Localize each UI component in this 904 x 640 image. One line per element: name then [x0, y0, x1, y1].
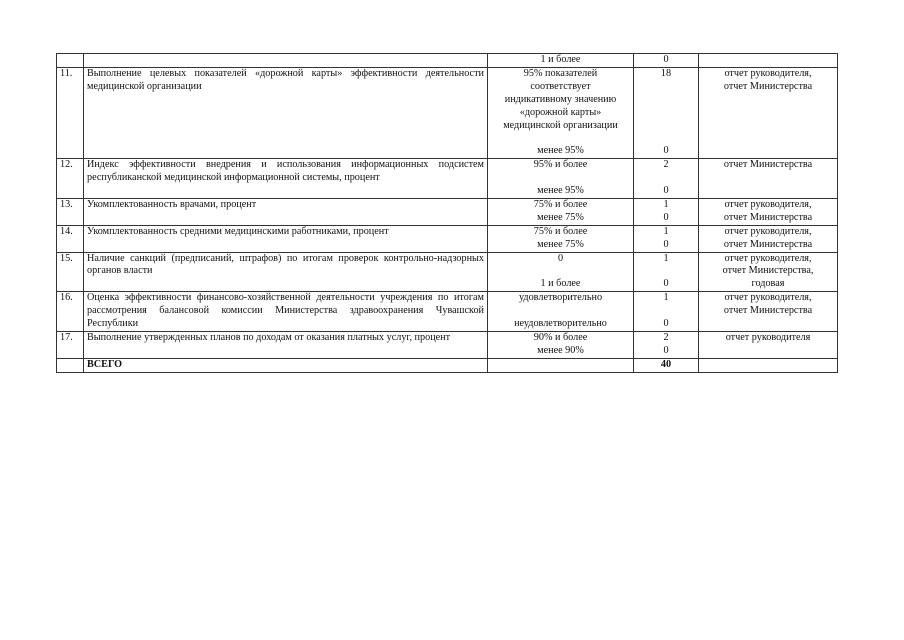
indicator-name: Наличие санкций (предписаний, штрафов) по итогам проверок контрольно-надзорных органов власти — [84, 252, 488, 292]
indicator-name — [84, 54, 488, 68]
criteria-value: менее 95% — [537, 145, 584, 157]
score-value: 0 — [663, 278, 669, 290]
score-value — [637, 81, 695, 94]
indicator-name: Укомплектованность врачами, процент — [84, 198, 488, 225]
score-value: 0 — [663, 185, 669, 197]
score-cell — [634, 332, 699, 359]
criteria-table-body — [57, 54, 838, 373]
table-row — [57, 54, 838, 68]
source-line: отчет Министерства — [723, 211, 813, 223]
criteria-value — [491, 265, 630, 278]
row-number: 17. — [57, 332, 84, 359]
score-cell — [634, 292, 699, 332]
table-row — [57, 292, 838, 332]
indicator-name: Оценка эффективности финансово-хозяйственной деятельности учреждения по итогам рассмотрения балансовой комиссии Министерства здравоохранения Чувашской Республики — [84, 292, 488, 332]
score-value — [637, 305, 695, 318]
criteria-cell — [488, 54, 634, 68]
total-row — [57, 358, 838, 372]
criteria-value: медицинской организации — [503, 119, 618, 131]
criteria-cell — [488, 198, 634, 225]
row-number: 12. — [57, 159, 84, 199]
score-value: 2 — [663, 159, 669, 171]
criteria-value — [491, 172, 630, 185]
score-cell — [634, 198, 699, 225]
score-value — [637, 94, 695, 107]
criteria-table — [56, 53, 838, 373]
indicator-name: Выполнение утвержденных планов по доходам от оказания платных услуг, процент — [84, 332, 488, 359]
criteria-cell — [488, 292, 634, 332]
row-number: 15. — [57, 252, 84, 292]
source-line: отчет Министерства — [723, 80, 813, 92]
score-value: 0 — [663, 318, 669, 330]
criteria-cell — [488, 67, 634, 158]
source-cell — [699, 198, 838, 225]
score-value: 0 — [663, 54, 669, 65]
score-cell — [634, 159, 699, 199]
criteria-value: 1 и более — [540, 54, 581, 65]
criteria-value: «дорожной карты» — [519, 106, 602, 118]
total-criteria-cell — [488, 358, 634, 372]
criteria-value: менее 90% — [537, 344, 584, 356]
indicator-name: Выполнение целевых показателей «дорожной карты» эффективности деятельности медицинской организации — [84, 67, 488, 158]
criteria-value: 95% показателей — [523, 67, 598, 79]
score-value — [637, 132, 695, 145]
indicator-name: Индекс эффективности внедрения и использования информационных подсистем республиканской медицинской информационной системы, процент — [84, 159, 488, 199]
source-line: годовая — [751, 278, 785, 290]
source-cell — [699, 54, 838, 68]
score-value — [637, 119, 695, 132]
source-line: отчет Министерства — [723, 159, 813, 171]
source-line: отчет Министерства, — [722, 265, 814, 277]
score-cell — [634, 54, 699, 68]
criteria-value: индикативному значению — [504, 93, 617, 105]
score-cell — [634, 252, 699, 292]
indicator-name: Укомплектованность средними медицинскими работниками, процент — [84, 225, 488, 252]
score-value: 0 — [663, 145, 669, 157]
score-value: 1 — [663, 292, 669, 304]
source-line — [702, 54, 834, 67]
source-line: отчет руководителя, — [724, 225, 812, 237]
score-value: 0 — [663, 211, 669, 223]
criteria-value: 1 и более — [540, 278, 581, 290]
criteria-cell — [488, 225, 634, 252]
criteria-value: 90% и более — [533, 332, 588, 343]
total-number-cell — [57, 358, 84, 372]
total-label: ВСЕГО — [84, 358, 488, 372]
table-row — [57, 225, 838, 252]
row-number: 16. — [57, 292, 84, 332]
row-number — [57, 54, 84, 68]
criteria-value: менее 75% — [537, 238, 584, 250]
source-cell — [699, 332, 838, 359]
source-line: отчет руководителя — [725, 332, 811, 343]
source-cell — [699, 67, 838, 158]
criteria-cell — [488, 159, 634, 199]
source-line: отчет Министерства — [723, 305, 813, 317]
source-line: отчет руководителя, — [724, 198, 812, 210]
score-value: 1 — [663, 252, 669, 264]
criteria-value: 75% и более — [533, 225, 588, 237]
criteria-value: соответствует — [530, 80, 591, 92]
score-cell — [634, 225, 699, 252]
score-value: 18 — [660, 67, 672, 79]
criteria-value — [491, 132, 630, 145]
criteria-cell — [488, 332, 634, 359]
source-cell — [699, 225, 838, 252]
score-value — [637, 265, 695, 278]
table-row — [57, 67, 838, 158]
table-row — [57, 159, 838, 199]
score-value — [637, 107, 695, 120]
criteria-value: менее 95% — [537, 185, 584, 197]
table-row — [57, 332, 838, 359]
row-number: 14. — [57, 225, 84, 252]
criteria-value: 75% и более — [533, 198, 588, 210]
total-source-cell — [699, 358, 838, 372]
criteria-value — [491, 305, 630, 318]
score-value — [637, 172, 695, 185]
source-line: отчет руководителя, — [724, 252, 812, 264]
score-value: 1 — [663, 225, 669, 237]
row-number: 11. — [57, 67, 84, 158]
row-number: 13. — [57, 198, 84, 225]
source-cell — [699, 252, 838, 292]
criteria-value: 0 — [557, 252, 564, 264]
score-value: 0 — [663, 238, 669, 250]
criteria-value: удовлетворительно — [518, 292, 603, 304]
source-line: отчет Министерства — [723, 238, 813, 250]
score-value: 1 — [663, 198, 669, 210]
score-value: 0 — [663, 344, 669, 356]
table-row — [57, 198, 838, 225]
criteria-value: менее 75% — [537, 211, 584, 223]
source-line: отчет руководителя, — [724, 292, 812, 304]
score-cell — [634, 67, 699, 158]
table-row — [57, 252, 838, 292]
criteria-value: неудовлетворительно — [514, 318, 607, 330]
criteria-cell — [488, 252, 634, 292]
total-score: 40 — [634, 358, 699, 372]
criteria-value: 95% и более — [533, 159, 588, 171]
source-cell — [699, 159, 838, 199]
score-value: 2 — [663, 332, 669, 343]
source-line: отчет руководителя, — [724, 67, 812, 79]
source-cell — [699, 292, 838, 332]
